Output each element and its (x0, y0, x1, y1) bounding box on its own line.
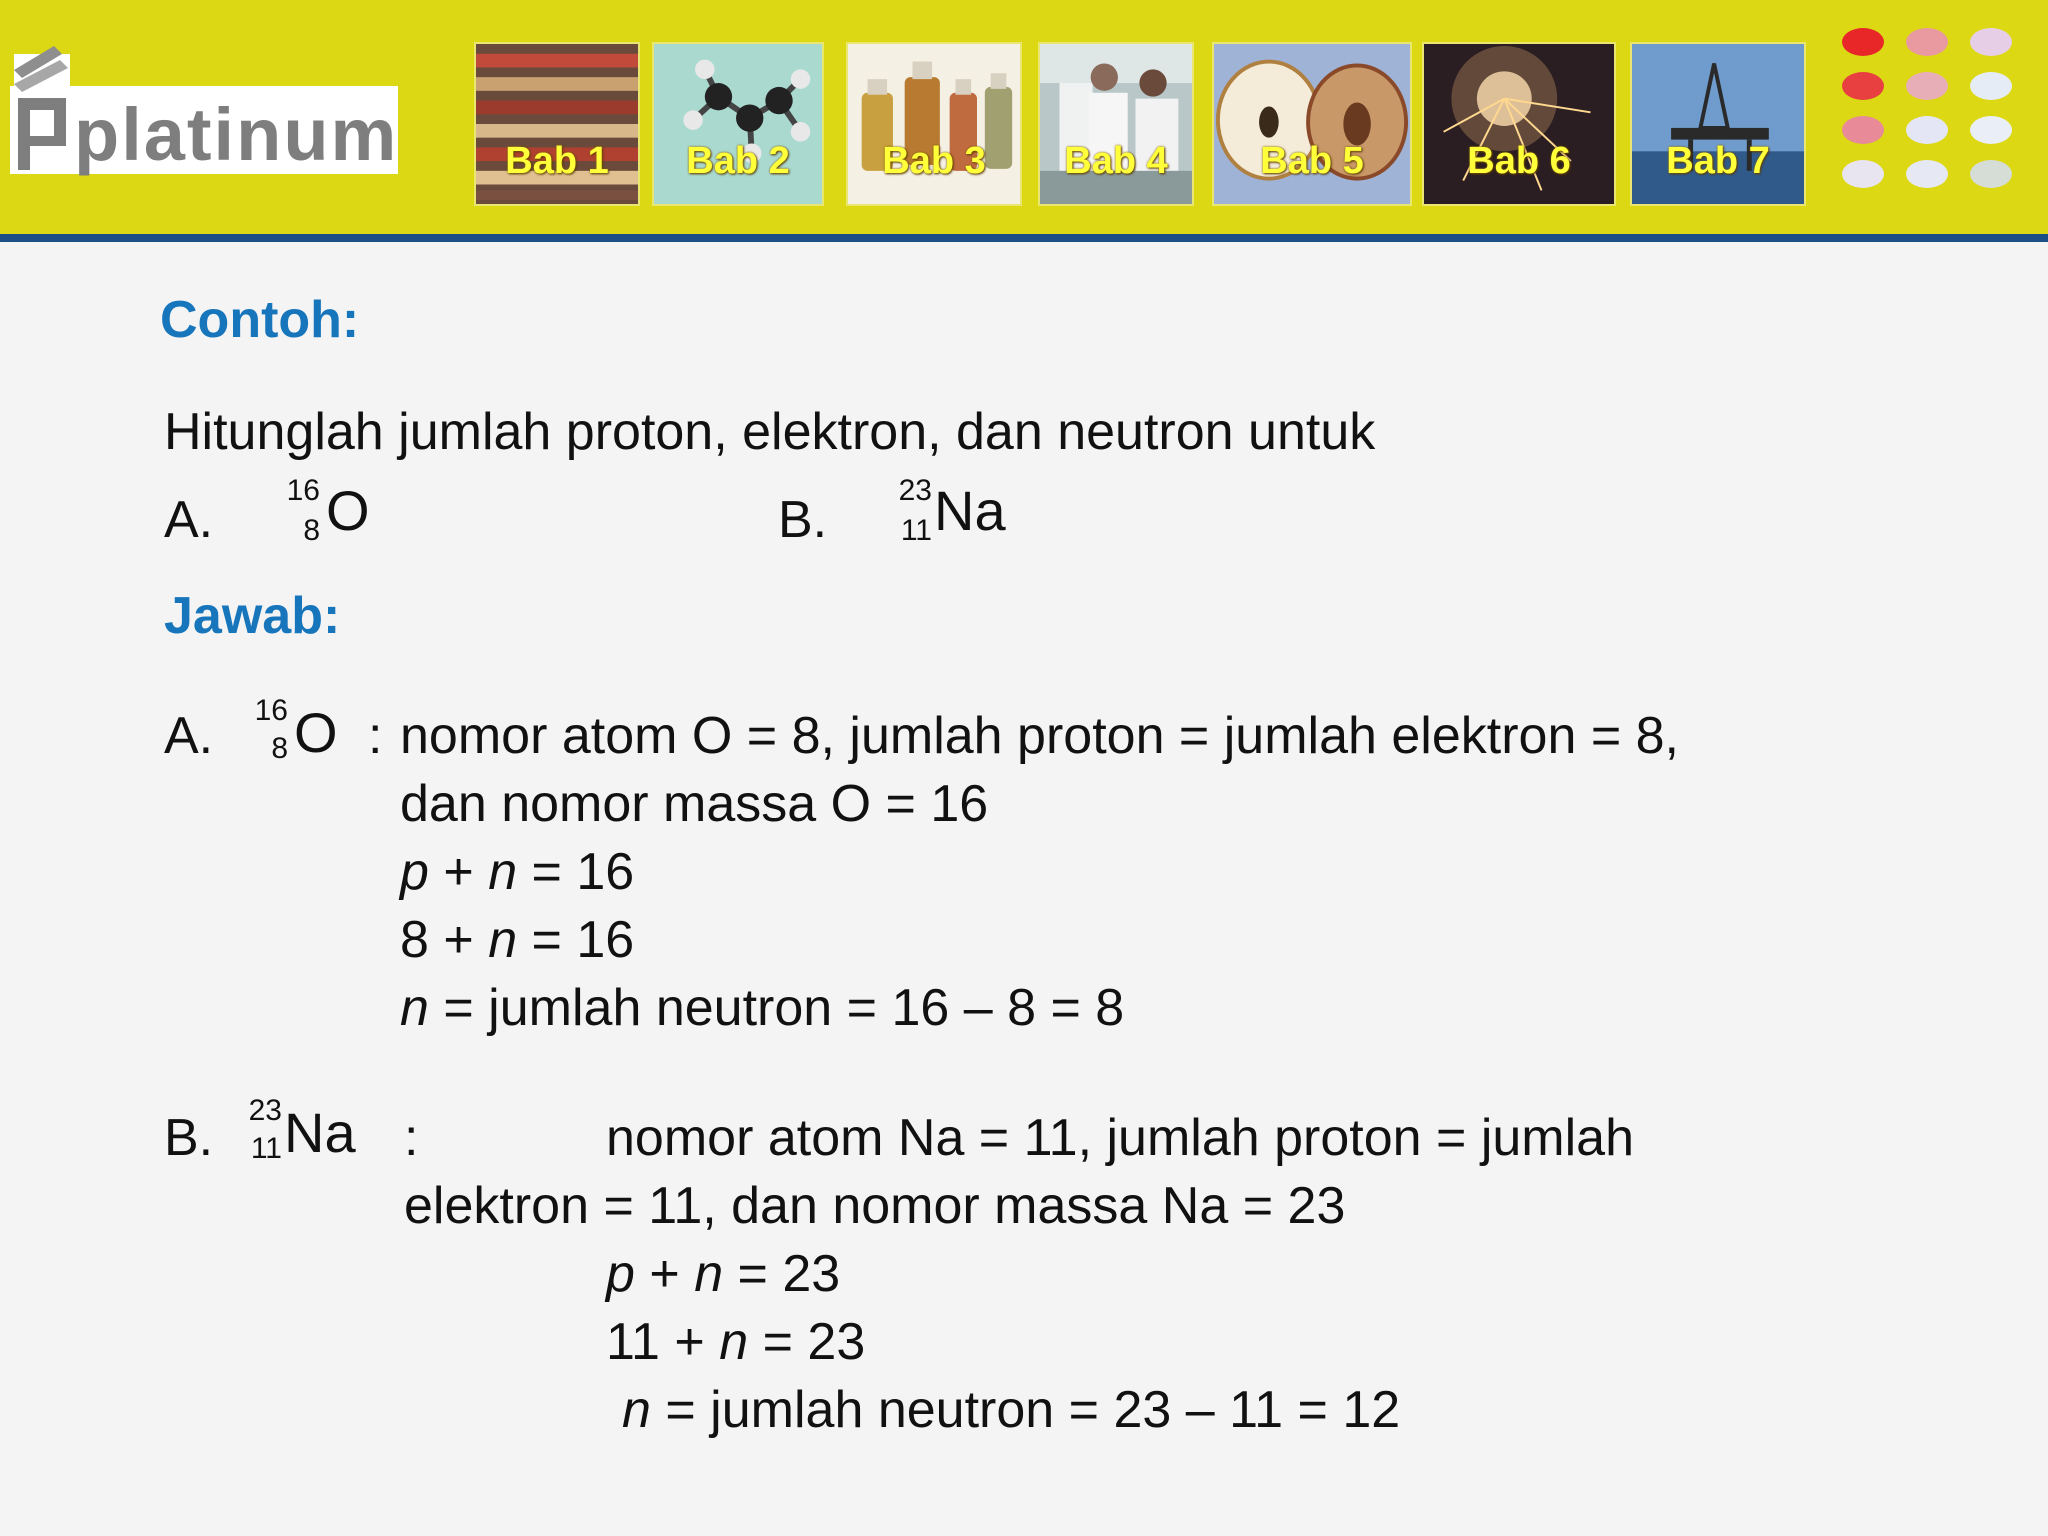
tab-bab-4[interactable] (1038, 42, 1194, 206)
option-a-prefix: A. (164, 491, 214, 549)
answer-b-prefix: B. (164, 1109, 214, 1167)
tab-bab-5[interactable] (1212, 42, 1412, 206)
answer-b-line-2: elektron = 11, dan nomor massa Na = 23 (404, 1177, 1346, 1235)
answer-a-line-2: dan nomor massa O = 16 (400, 775, 989, 833)
tab-bab-1[interactable] (474, 42, 640, 206)
answer-a-prefix: A. (164, 707, 214, 765)
nuclide-sodium (228, 1094, 378, 1174)
answer-a-equation-2 (400, 910, 634, 970)
header-divider (0, 234, 2048, 242)
term: 8 + (400, 911, 489, 969)
var-n: n (400, 979, 429, 1037)
atomic-number: 11 (900, 514, 932, 547)
tab-bab-7[interactable] (1630, 42, 1806, 206)
tab-bab-6[interactable] (1422, 42, 1616, 206)
answer-heading: Jawab: (164, 587, 341, 645)
dot (1970, 28, 2012, 56)
var-n: n (719, 1313, 749, 1371)
tab-bab-2[interactable] (652, 42, 824, 206)
tab-label: Bab 1 (505, 140, 609, 182)
plus: + (428, 843, 489, 901)
header-bar (0, 0, 2048, 234)
tab-label: Bab 2 (686, 140, 790, 182)
var-n: n (694, 1245, 724, 1303)
var-n: n (622, 1381, 651, 1439)
element-symbol: O (326, 479, 370, 542)
result: = 16 (517, 911, 635, 969)
result: = 23 (723, 1245, 841, 1303)
dot (1970, 116, 2012, 144)
dot (1970, 72, 2012, 100)
plus: + (634, 1245, 695, 1303)
answer-a-equation-1 (400, 842, 634, 902)
dot (1842, 72, 1884, 100)
atomic-number: 11 (250, 1132, 282, 1165)
answer-a-equation-3 (400, 978, 1124, 1038)
element-symbol: O (294, 701, 338, 764)
question-text: Hitunglah jumlah proton, elektron, dan neutron untuk (164, 403, 1376, 461)
result: = 23 (748, 1313, 866, 1371)
option-b-prefix: B. (778, 491, 828, 549)
tab-label: Bab 3 (882, 140, 986, 182)
element-symbol: Na (284, 1101, 356, 1164)
nuclide-sodium (876, 474, 1026, 554)
slide-content (0, 242, 2048, 1536)
mass-number: 23 (898, 474, 932, 507)
mass-number: 16 (286, 474, 320, 507)
dot (1842, 28, 1884, 56)
tab-label: Bab 6 (1467, 140, 1571, 182)
logo-text: platinum (74, 93, 399, 176)
platinum-logo[interactable] (10, 44, 400, 176)
tab-label: Bab 7 (1666, 140, 1770, 182)
result: = jumlah neutron = 23 – 11 = 12 (650, 1381, 1401, 1439)
answer-b-equation-2 (606, 1312, 865, 1372)
var-p: p (400, 843, 429, 901)
dot (1906, 116, 1948, 144)
nuclide-oxygen (270, 474, 380, 554)
answer-a-colon: : (368, 707, 383, 765)
dot (1842, 116, 1884, 144)
answer-b-equation-3 (622, 1380, 1400, 1440)
var-n: n (488, 911, 518, 969)
nuclide-oxygen (246, 694, 346, 774)
tab-label: Bab 4 (1064, 140, 1168, 182)
dot (1906, 72, 1948, 100)
result: = jumlah neutron = 16 – 8 = 8 (428, 979, 1125, 1037)
answer-b-equation-1 (606, 1244, 840, 1304)
atomic-number: 8 (271, 732, 288, 765)
var-n: n (488, 843, 518, 901)
atomic-number: 8 (303, 514, 320, 547)
example-heading: Contoh: (160, 291, 360, 349)
term: 11 + (606, 1313, 720, 1371)
tab-label: Bab 5 (1260, 140, 1364, 182)
answer-b-line-1: nomor atom Na = 11, jumlah proton = jumlah (606, 1109, 1635, 1167)
mass-number: 16 (254, 694, 288, 727)
dot (1906, 160, 1948, 188)
answer-b-colon: : (404, 1109, 419, 1167)
dot (1906, 28, 1948, 56)
dot (1970, 160, 2012, 188)
answer-a-line-1: nomor atom O = 8, jumlah proton = jumlah elektron = 8, (400, 707, 1680, 765)
dot (1842, 160, 1884, 188)
result: = 16 (517, 843, 635, 901)
var-p: p (606, 1245, 635, 1303)
mass-number: 23 (248, 1094, 282, 1127)
element-symbol: Na (934, 479, 1006, 542)
tab-bab-3[interactable] (846, 42, 1022, 206)
